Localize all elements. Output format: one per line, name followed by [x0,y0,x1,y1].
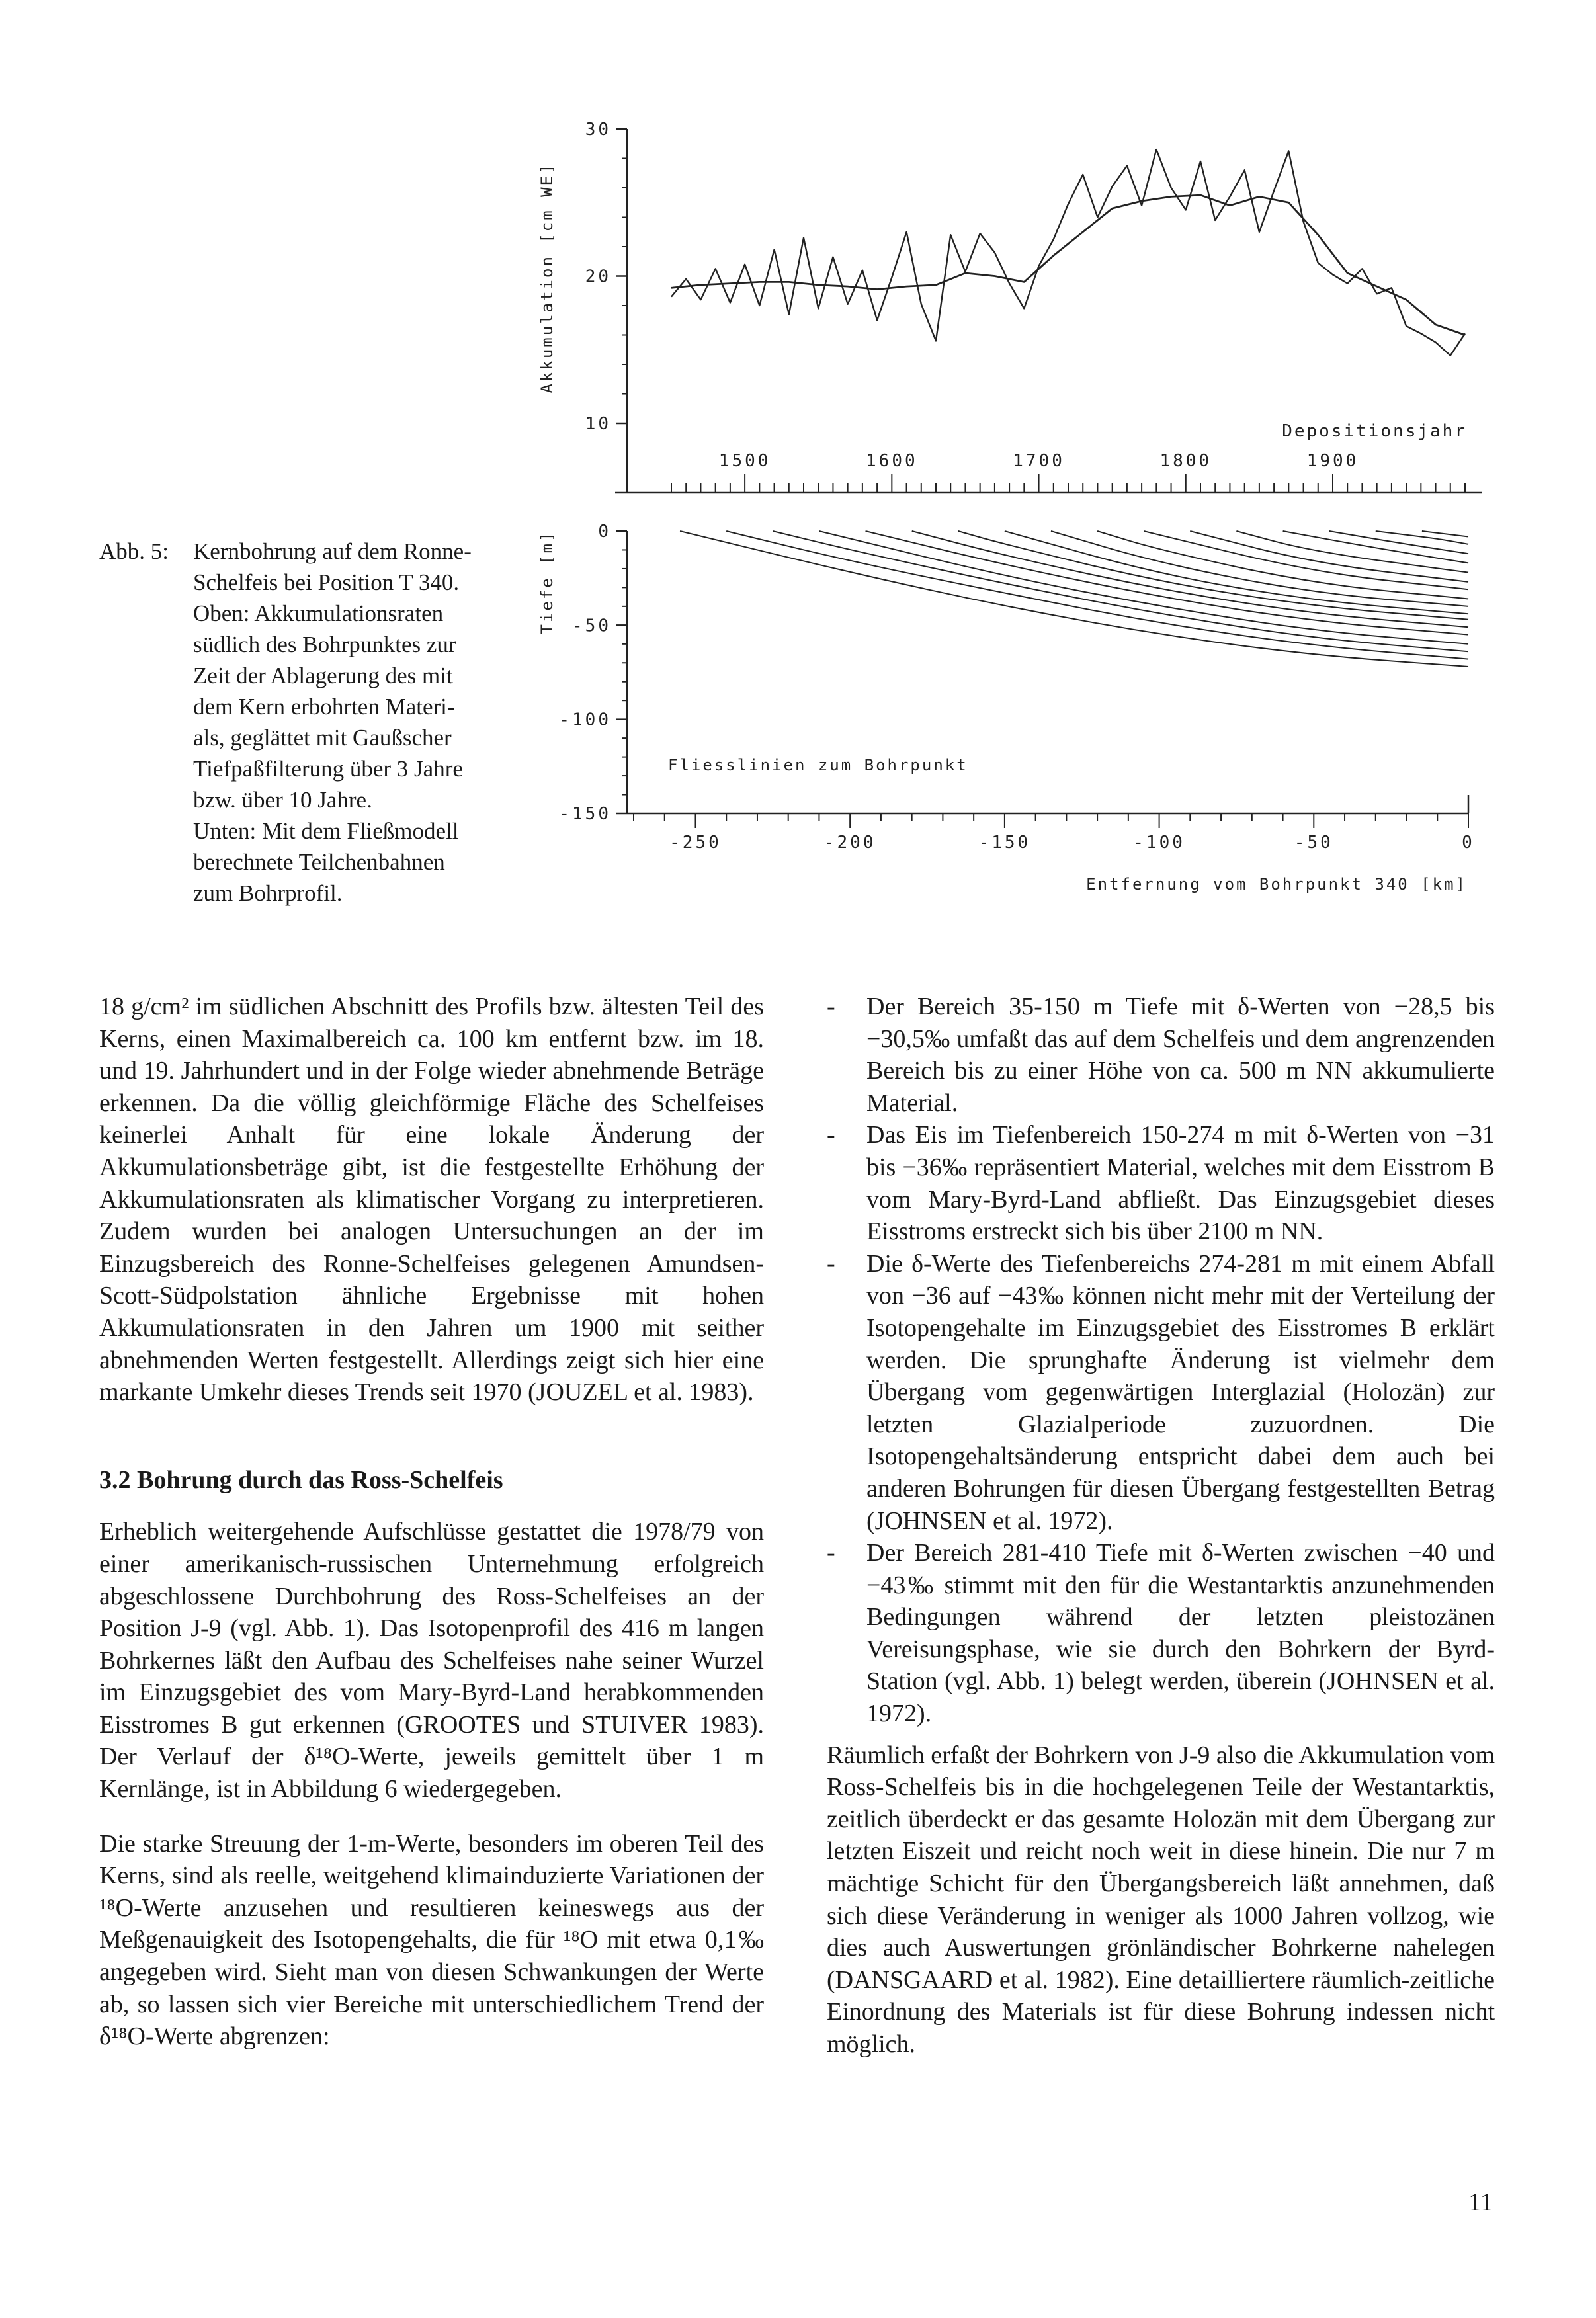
caption-label: Abb. 5: [99,538,169,564]
y-axis-label: Tiefe [m] [538,530,556,634]
flow-line [1376,531,1468,544]
x-tick-label: -250 [669,833,722,852]
caption-line: Tiefpaßfilterung über 3 Jahre [193,756,463,782]
caption-line: zum Bohrprofil. [193,880,343,906]
flowline-chart [538,522,1475,893]
list-item: - Der Bereich 281-410 Tiefe mit δ-Werten zwischen −40 und −43‰ stimmt mit den für die Westantarktis anzunehmenden Bedingungen während der letzten pleistozänen Vereisungsphase, wie sie durch den Bohrkern der Byrd-Station (vgl. Abb. 1) belegt werden, überein (JOHNSEN et al. 1972). [827,1537,1495,1730]
caption-line: dem Kern erbohrten Materi- [193,694,455,720]
y-tick-label: 30 [585,120,611,140]
series-line-3yr [671,149,1465,355]
y-tick-label: -150 [559,804,611,824]
paragraph: 18 g/cm² im südlichen Abschnitt des Profils bzw. ältesten Teil des Kerns, einen Maximalbereich ca. 100 km entfernt bzw. im 18. und 19. Jahrhundert und in der Folge wieder abnehmende Beträge erkennen. Da die völlig gleichförmige Fläche des Schelfeises keinerlei Anhalt für eine lokale Änderung der Akkumulationsbeträge gibt, ist die festgestellte Erhöhung der Akkumulationsraten als klimatischer Vorgang zu interpretieren. Zudem wurden bei analogen Untersuchungen an der im Einzugsbereich des Ronne-Schelfeises gelegenen Amundsen-Scott-Südpolstation ähnliche Ergebnisse mit hohen Akkumulationsraten in den Jahren um 1900 mit seither abnehmenden Werten festgestellt. Allerdings zeigt sich hier eine markante Umkehr dieses Trends seit 1970 (JOUZEL et al. 1983). [99,993,764,1407]
series-line-10yr [671,195,1465,335]
caption-line: Schelfeis bei Position T 340. [193,569,460,595]
x-tick-label: -150 [978,833,1031,852]
caption-line: als, geglättet mit Gaußscher [193,725,452,751]
y-tick-label: 20 [585,267,611,287]
x-tick-label: 1900 [1306,451,1359,471]
page-number: 11 [1468,2188,1493,2216]
caption-line: bzw. über 10 Jahre. [193,787,372,813]
x-tick-label: 0 [1462,833,1475,852]
x-tick-label: 1800 [1159,451,1212,471]
caption-line: Unten: Mit dem Fließmodell [193,818,459,844]
flow-line [1051,531,1468,606]
y-axis-label: Akkumulation [cm WE] [538,162,556,393]
flow-line [773,531,1468,651]
y-tick-label: -100 [559,710,611,730]
depth-range-list [827,991,1495,1730]
flow-line [726,531,1468,659]
flow-line [1422,531,1468,537]
left-column [99,991,764,2075]
y-tick-label: -50 [572,616,611,636]
x-tick-label: 1600 [866,451,918,471]
paragraph: Erheblich weitergehende Aufschlüsse gestattet die 1978/79 von einer amerikanisch-russischen Unternehmung erfolgreich abgeschlossene Durchbohrung des Ross-Schelfeises an der Position J-9 (vgl. Abb. 1). Das Isotopenprofil des 416 m langen Bohrkernes läßt den Aufbau des Schelfeises nahe seiner Wurzel im Einzugsgebiet des vom Mary-Byrd-Land herabkommenden Eisstromes B gut erkennen (GROOTES und STUIVER 1983). Der Verlauf der δ¹⁸O-Werte, jeweils gemittelt über 1 m Kernlänge, ist in Abbildung 6 wiedergegeben. [99,1518,764,1803]
flow-line [680,531,1468,667]
y-tick-label: 10 [585,414,611,434]
flow-line [958,531,1468,620]
caption-line: südlich des Bohrpunktes zur [193,632,456,657]
accumulation-chart [538,120,1482,493]
list-item: - Die δ-Werte des Tiefenbereichs 274-281 m mit einem Abfall von −36 auf −43‰ können nicht mehr mit der Verteilung der Isotopengehalte im Einzugsgebiet des Eisstromes B erklärt werden. Die sprunghafte Änderung ist vielmehr dem Übergang vom gegenwärtigen Interglazial (Holozän) zur letzten Glazialperiode zuzuordnen. Die Isotopengehaltsänderung entspricht dabei dem auch bei anderen Bohrungen für diesen Übergang festgestellten Betrag (JOHNSEN et al. 1972). [827,1248,1495,1537]
section-title: 3.2 Bohrung durch das Ross-Schelfeis [99,1466,503,1494]
caption-line: Oben: Akkumulationsraten [193,600,444,626]
x-tick-label: 1700 [1013,451,1065,471]
list-item: - Das Eis im Tiefenbereich 150-274 m mit δ-Werten von −31 bis −36‰ repräsentiert Material, welches mit dem Eisstrom B vom Mary-Byrd-Land abfließt. Das Einzugsgebiet dieses Eisstroms erstreckt sich bis über 2100 m NN. [827,1119,1495,1247]
x-tick-label: -200 [823,833,876,852]
caption-line: berechnete Teilchenbahnen [193,849,445,875]
flowline-annotation: Fliesslinien zum Bohrpunkt [668,756,968,774]
flow-line [1283,531,1468,563]
caption-line: Zeit der Ablagerung des mit [193,663,453,688]
list-item: - Der Bereich 35-150 m Tiefe mit δ-Werten von −28,5 bis −30,5‰ umfaßt das auf dem Schelfeis und dem angrenzenden Bereich bis zu einer Höhe von ca. 500 m NN akkumulierte Material. [827,991,1495,1119]
x-tick-label: -50 [1294,833,1333,852]
paragraph: Die starke Streuung der 1-m-Werte, besonders im oberen Teil des Kerns, sind als reelle, weitgehend klimainduzierte Variationen der ¹⁸O-Werte anzusehen und resultieren keineswegs aus der Meßgenauigkeit des Isotopengehalts, die für ¹⁸O mit etwa 0,1‰ angegeben wird. Sieht man von diesen Schwankungen der Werte ab, so lassen sich vier Bereiche mit unterschiedlichem Trend der δ¹⁸O-Werte abgrenzen: [99,1829,764,2051]
x-tick-label: 1500 [718,451,771,471]
x-axis-label: Entfernung vom Bohrpunkt 340 [km] [1086,875,1467,893]
right-column [827,991,1495,2083]
x-tick-label: -100 [1133,833,1185,852]
caption-line: Kernbohrung auf dem Ronne- [193,538,472,564]
x-axis-title: Depositionsjahr [1282,421,1467,441]
paragraph: Räumlich erfaßt der Bohrkern von J-9 also die Akkumulation vom Ross-Schelfeis bis in die hochgelegenen Teile der Westantarktis, zeitlich überdeckt er das gesamte Holozän mit dem Übergang zur letzten Eiszeit und reicht noch weit in diese hinein. Die nur 7 m mächtige Schicht für den Übergangsbereich läßt annehmen, daß sich diese Veränderung in weniger als 1000 Jahren vollzog, wie dies auch Auswertungen grönländischer Bohrkerne nahelegen (DANSGAARD et al. 1982). Eine detailliertere räumlich-zeitliche Einordnung des Materials ist für diese Bohrung indessen nicht möglich. [827,1741,1495,2058]
figure-caption [99,536,523,909]
y-tick-label: 0 [598,522,611,542]
